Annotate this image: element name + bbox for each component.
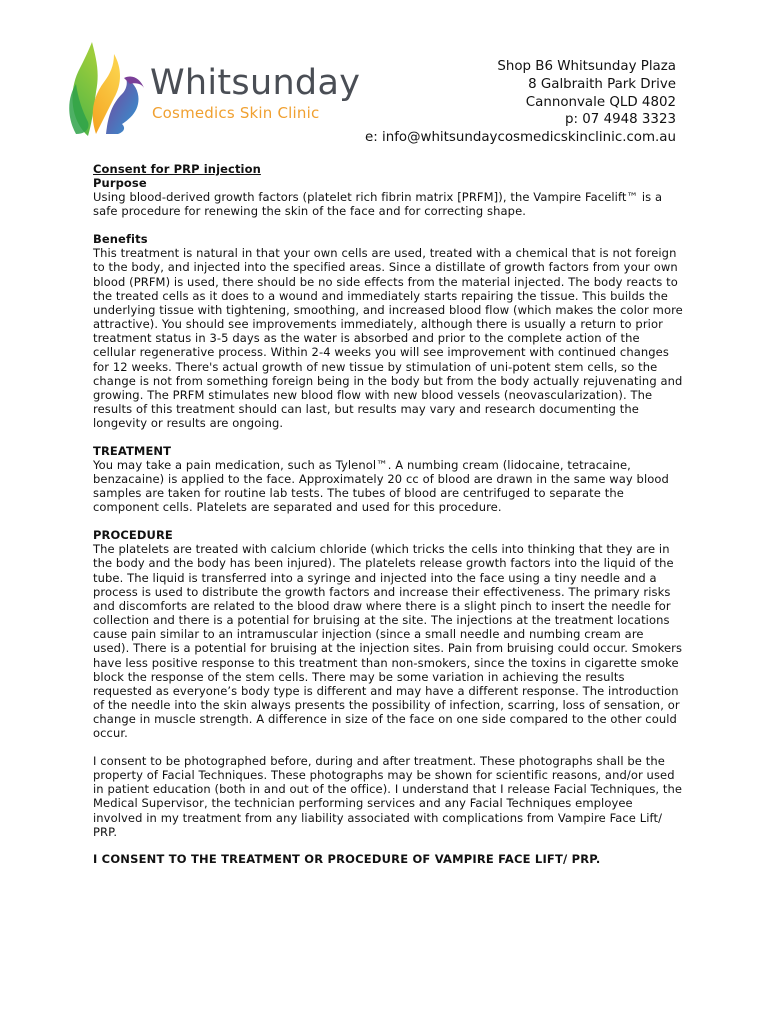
benefits-paragraph: This treatment is natural in that your own cells are used, treated with a chemical that is not foreign to the body, and injected into the specified areas. Since a distillate of growth factors from your own blood (PRFM) is used, there should be no side effects from the material injected. The body reacts to the treated cells as it does to a wound and immediately starts repairing the tissue. This builds the underlying tissue with tightening, smoothing, and increased blood flow (which makes the color more attractive). You should see improvements immediately, although there is usually a return to prior treatment status in 3-5 days as the water is absorbed and prior to the complete action of the cellular regenerative process. Within 2-4 weeks you will see improvement with continued changes for 12 weeks. There's actual growth of new tissue by stimulation of uni-potent stem cells, so the change is not from something foreign being in the body but from the body actually rejuvenating and growing. The PRFM stimulates new blood flow with new blood vessels (neovascularization). The results of this treatment should can last, but results may vary and research documenting the longevity or results are ongoing. — [93, 246, 683, 431]
address-line-1: Shop B6 Whitsunday Plaza — [497, 59, 676, 74]
treatment-paragraph: You may take a pain medication, such as Tylenol™. A numbing cream (lidocaine, tetracaine, benzacaine) is applied to the face. Approximately 20 cc of blood are drawn in the same way blood samples are taken for routine lab tests. The tubes of blood are centrifuged to separate the component cells. Platelets are separated and used for this procedure. — [93, 457, 669, 515]
procedure-paragraph: The platelets are treated with calcium chloride (which tricks the cells into thinking that they are in the body and the body has been injured). The platelets release growth factors into the liquid of the tube. The liquid is transferred into a syringe and injected into the face using a tiny needle and a process is used to distribute the growth factors and increase their effectiveness. The primary risks and discomforts are related to the blood draw where there is a slight pinch to insert the needle for collection and there is a potential for bruising at the site. The injections at the treatment locations cause pain similar to an intramuscular injection (since a small needle and numbing cream are used). There is a potential for bruising at the injection sites. Pain from bruising could occur. Smokers have less positive response to this treatment than non-smokers, since the toxins in cigarette smoke block the response of the stem cells. There may be some variation in achieving the results requested as everyone’s body type is different and may have a different response. The introduction of the needle into the skin always presents the possibility of infection, scarring, loss of sensation, or change in muscle strength. A difference in size of the face on one side compared to the other could occur. — [93, 542, 683, 741]
leaf-face-icon — [66, 38, 152, 138]
clinic-name: Whitsunday — [150, 63, 361, 103]
procedure-heading: PROCEDURE — [93, 528, 173, 543]
address-line-3: Cannonvale QLD 4802 — [525, 94, 676, 110]
clinic-address-block — [365, 58, 676, 147]
purpose-paragraph: Using blood-derived growth factors (platelet rich fibrin matrix [PRFM]), the Vampire Facelift™ is a safe procedure for renewing the skin of the face and for correcting shape. — [93, 190, 663, 219]
final-consent-statement: I CONSENT TO THE TREATMENT OR PROCEDURE OF VAMPIRE FACE LIFT/ PRP. — [93, 852, 601, 867]
email-address: e: info@whitsundaycosmedicskinclinic.com.au — [364, 130, 676, 146]
clinic-logo — [66, 38, 361, 138]
address-line-2: 8 Galbraith Park Drive — [528, 76, 676, 92]
phone-number: p: 07 4948 3323 — [565, 112, 676, 128]
treatment-heading: TREATMENT — [93, 443, 172, 458]
photo-consent-paragraph: I consent to be photographed before, during and after treatment. These photographs shall be the property of Facial Techniques. These photographs may be shown for scientific reasons, and/or used in patient education (both in and out of the office). I understand that I release Facial Techniques, the Medical Supervisor, the technician performing services and any Facial Techniques employee involved in my treatment from any liability associated with complications from Vampire Face Lift/ PRP. — [93, 753, 683, 839]
clinic-tagline: Cosmedics Skin Clinic — [152, 104, 320, 122]
purpose-heading: Purpose — [93, 176, 147, 191]
consent-document — [93, 162, 683, 867]
benefits-heading: Benefits — [93, 232, 148, 247]
document-title: Consent for PRP injection — [93, 162, 261, 176]
